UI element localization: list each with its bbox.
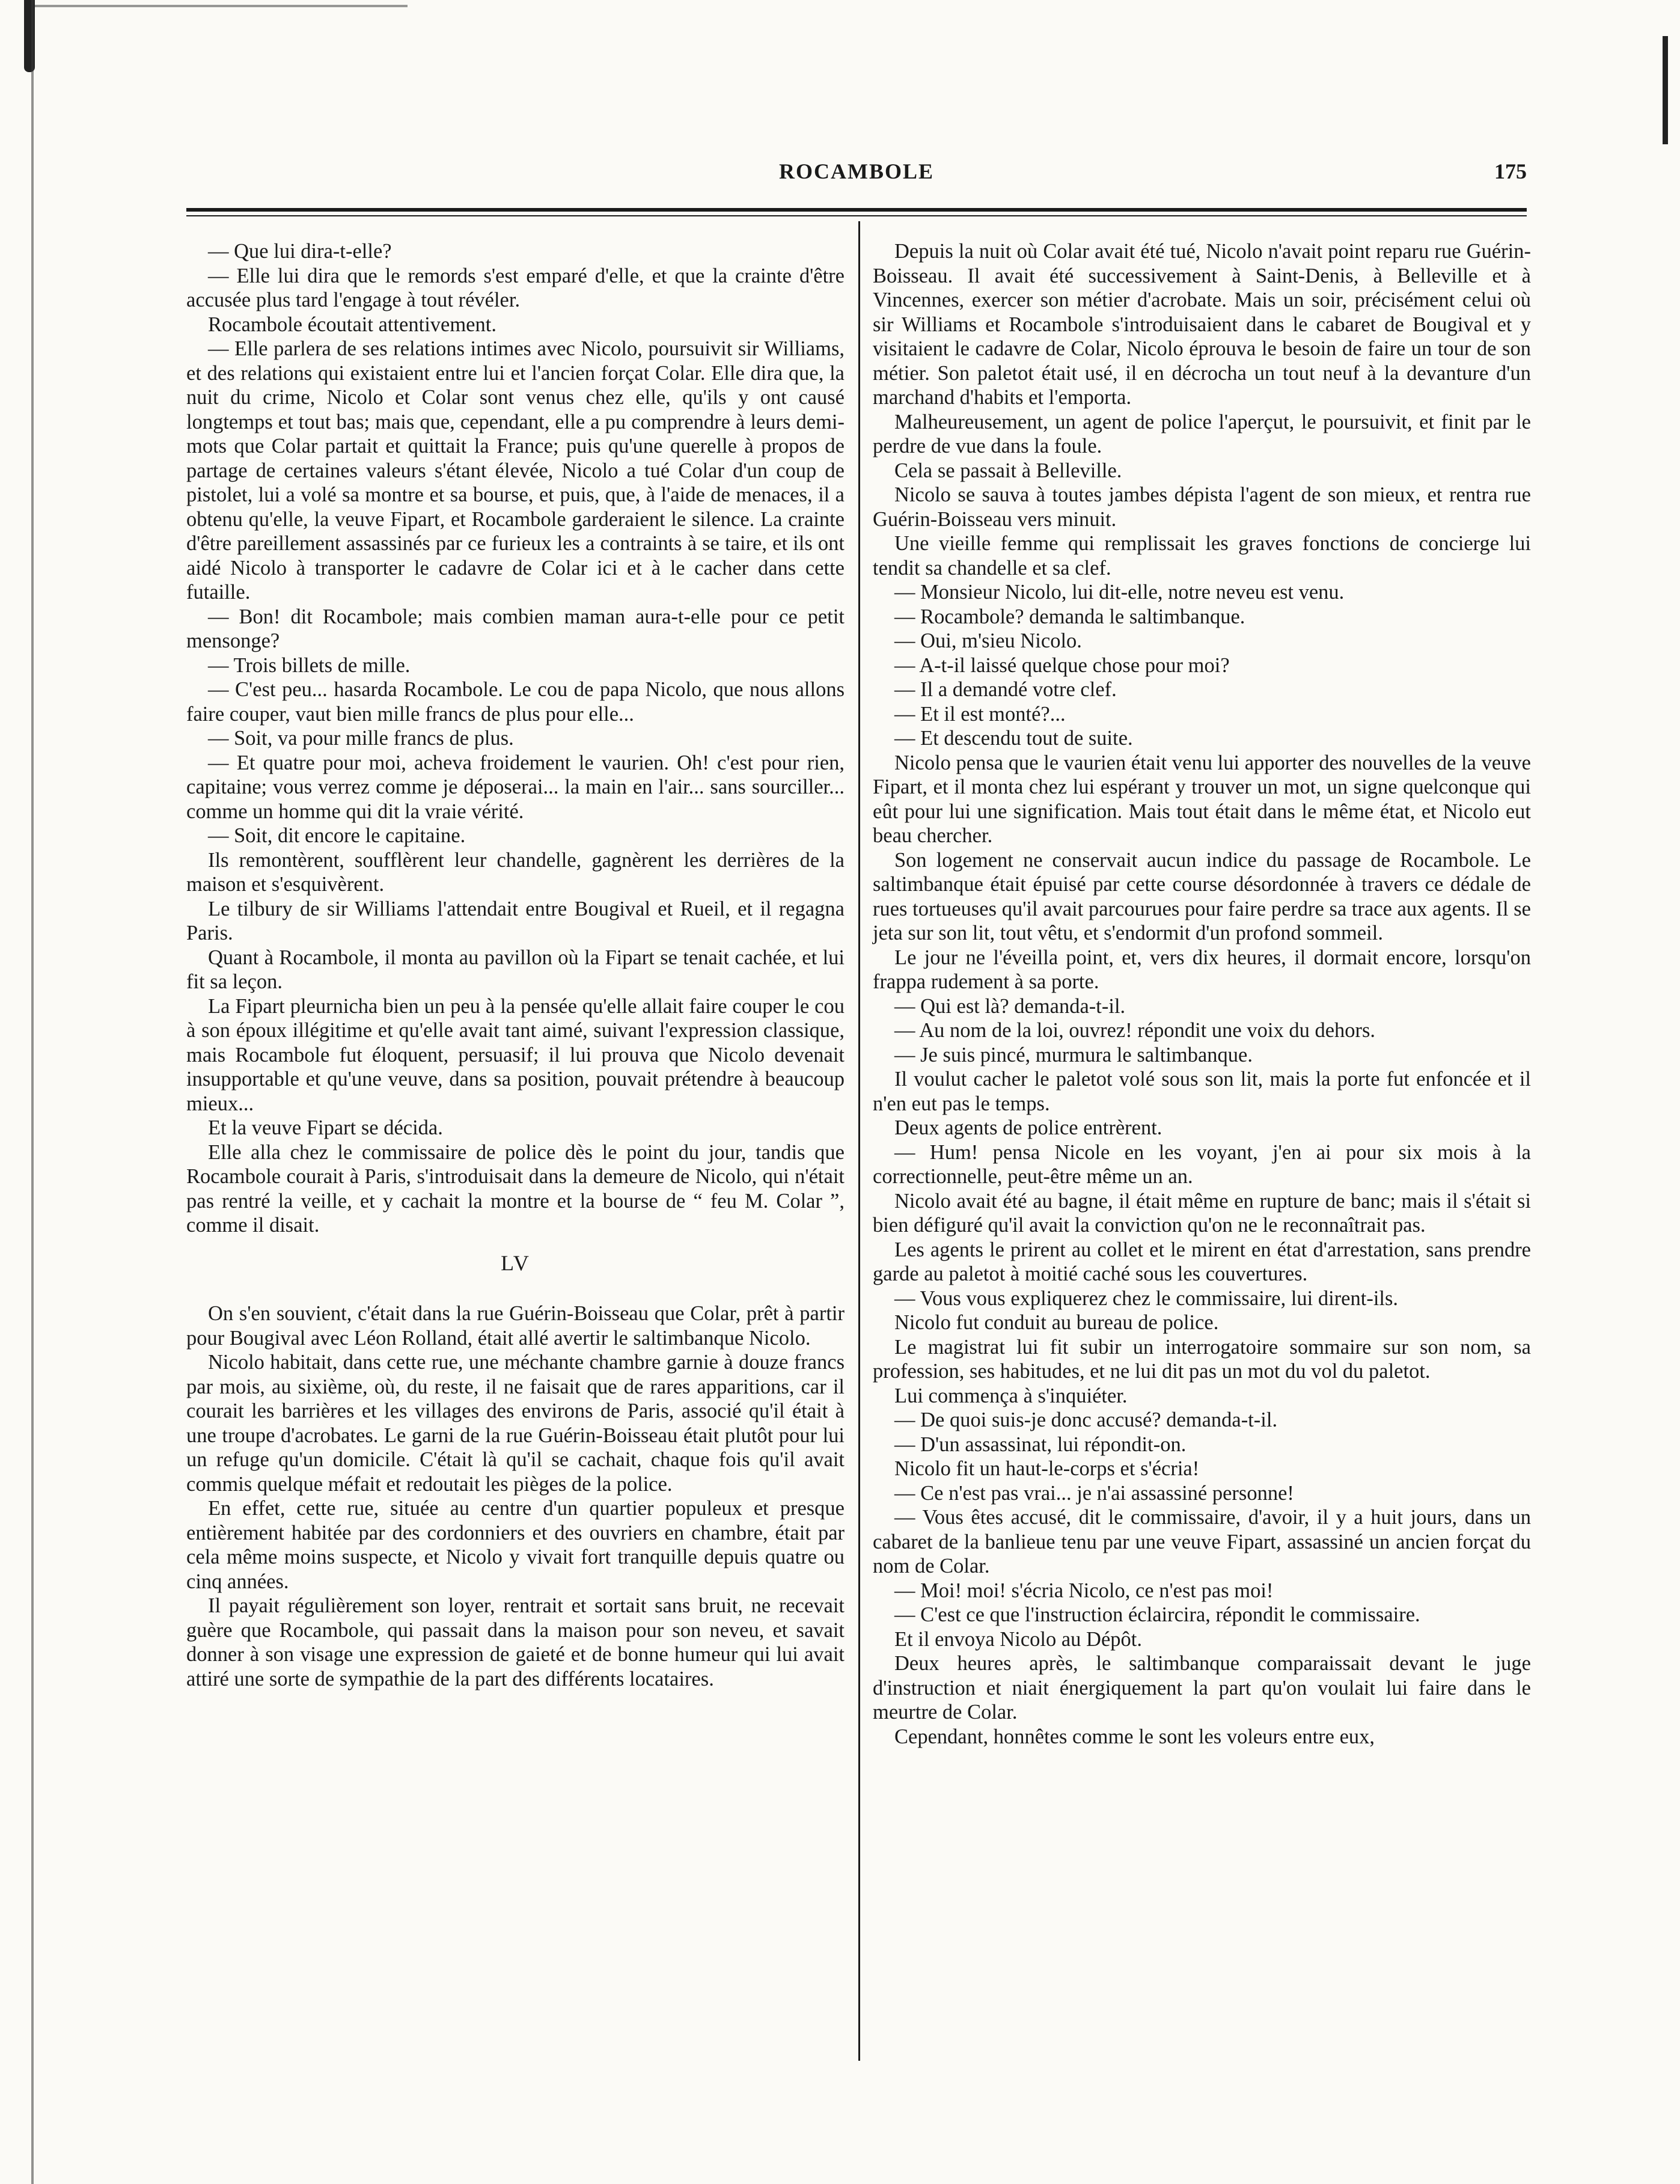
scan-top-smudge [35, 5, 408, 7]
paragraph: Malheureusement, un agent de police l'aperçut, le poursuivit, et finit par le perdre de vue dans la foule. [873, 410, 1531, 457]
paragraph: Ils remontèrent, soufflèrent leur chandelle, gagnèrent les derrières de la maison et s'esquivèrent. [186, 848, 845, 896]
paragraph: — Soit, dit encore le capitaine. [208, 824, 466, 847]
paragraph: On s'en souvient, c'était dans la rue Guérin-Boisseau que Colar, prêt à partir pour Bougival avec Léon Rolland, était allé avertir le saltimbanque Nicolo. [186, 1302, 845, 1350]
paragraph: Elle alla chez le commissaire de police dès le point du jour, tandis que Rocambole courait à Paris, s'introduisait dans la demeure de Nicolo, qui n'était pas rentré la veille, et y cachait la montre et la bourse de “ feu M. Colar ”, comme il disait. [186, 1140, 845, 1237]
paragraph: — Rocambole? demanda le saltimbanque. [894, 605, 1245, 628]
header-rule-thin [186, 215, 1527, 216]
paragraph: — Qui est là? demanda-t-il. [894, 994, 1126, 1018]
paragraph: Et il envoya Nicolo au Dépôt. [894, 1627, 1142, 1651]
paragraph: Nicolo se sauva à toutes jambes dépista l'agent de son mieux, et rentra rue Guérin-Boisseau vers minuit. [873, 483, 1531, 531]
paragraph: — A-t-il laissé quelque chose pour moi? [894, 653, 1230, 677]
paragraph: Lui commença à s'inquiéter. [894, 1384, 1128, 1407]
paragraph: — C'est peu... hasarda Rocambole. Le cou de papa Nicolo, que nous allons faire couper, vaut bien mille francs de plus pour elle... [186, 678, 845, 726]
paragraph: Deux agents de police entrèrent. [894, 1116, 1162, 1139]
paragraph: — Et il est monté?... [894, 702, 1066, 726]
paragraph: Le tilbury de sir Williams l'attendait entre Bougival et Rueil, et il regagna Paris. [186, 897, 845, 944]
paragraph: Il voulut cacher le paletot volé sous son lit, mais la porte fut enfoncée et il n'en eut pas le temps. [873, 1068, 1531, 1115]
paragraph: — Il a demandé votre clef. [894, 678, 1117, 701]
paragraph: Nicolo habitait, dans cette rue, une méchante chambre garnie à douze francs par mois, au sixième, où, du reste, il ne faisait que de rares apparitions, car il courait les barrières et les villages des environs de Paris, associé qu'il était à une troupe d'acrobates. Le garni de la rue Guérin-Boisseau était plutôt pour lui un refuge qu'un domicile. C'était là qu'il se cachait, chaque fois qu'il avait commis quelque méfait et redoutait les pièges de la police. [186, 1351, 845, 1496]
paragraph: — Monsieur Nicolo, lui dit-elle, notre neveu est venu. [894, 581, 1345, 604]
paragraph: — Au nom de la loi, ouvrez! répondit une voix du dehors. [894, 1019, 1376, 1042]
paragraph: Depuis la nuit où Colar avait été tué, Nicolo n'avait point reparu rue Guérin-Boisseau. Il avait été successivement à Saint-Denis, à Belleville et à Vincennes, exercer son métier d'acrobate. Mais un soir, précisément celui où sir Williams et Rocambole s'introduisaient dans le cabaret de Bougival et y visitaient le cadavre de Colar, Nicolo éprouva le besoin de faire un tour de son métier. Son paletot était usé, il en décrocha un tout neuf à la devanture d'un marchand d'habits et l'emporta. [873, 240, 1531, 409]
paragraph: Son logement ne conservait aucun indice du passage de Rocambole. Le saltimbanque était épuisé par cette course désordonnée à travers ce dédale de rues tortueuses qu'il avait parcourues pour faire perdre sa trace aux agents. Il se jeta sur son lit, tout vêtu, et s'endormit d'un profond sommeil. [873, 848, 1531, 944]
paragraph: — Soit, va pour mille francs de plus. [208, 727, 514, 750]
paragraph: — C'est ce que l'instruction éclaircira, répondit le commissaire. [894, 1603, 1420, 1626]
scan-binding-line [31, 0, 34, 2184]
paragraph: — Vous êtes accusé, dit le commissaire, d'avoir, il y a huit jours, dans un cabaret de la banlieue tenu par une veuve Fipart, assassiné un ancien forçat du nom de Colar. [873, 1506, 1531, 1577]
paragraph: — Hum! pensa Nicole en les voyant, j'en ai pour six mois à la correctionnelle, peut-être même un an. [873, 1140, 1531, 1188]
paragraph: — Et descendu tout de suite. [894, 727, 1133, 750]
scan-right-mark [1663, 36, 1668, 144]
paragraph: — Vous vous expliquerez chez le commissaire, lui dirent-ils. [894, 1286, 1399, 1310]
paragraph: — Je suis pincé, murmura le saltimbanque. [894, 1043, 1253, 1066]
header-rule-thick [186, 208, 1527, 212]
paragraph: Le magistrat lui fit subir un interrogatoire sommaire sur son nom, sa profession, ses habitudes, et ne lui dit pas un mot du vol du paletot. [873, 1335, 1531, 1383]
paragraph: Une vieille femme qui remplissait les graves fonctions de concierge lui tendit sa chandelle et sa clef. [873, 532, 1531, 580]
paragraph: — Elle parlera de ses relations intimes avec Nicolo, poursuivit sir Williams, et des relations qui existaient entre lui et l'ancien forçat Colar. Elle dira que, la nuit du crime, Nicolo et Colar sont venus chez elle, qu'ils y ont causé longtemps et tout bas; mais que, cependant, elle a pu comprendre à leurs demi-mots que Colar partait et quittait la France; puis qu'une querelle à propos de partage de certaines valeurs s'étant élevée, Nicolo a tué Colar d'un coup de pistolet, lui a volé sa montre et sa bourse, et puis, que, à l'aide de menaces, il a obtenu qu'elle, la veuve Fipart, et Rocambole garderaient le silence. La crainte d'être pareillement assassinés par ce furieux les a contraints à se taire, et ils ont aidé Nicolo à transporter le cadavre de Colar ici et à le cacher dans cette futaille. [186, 337, 845, 604]
paragraph: Il payait régulièrement son loyer, rentrait et sortait sans bruit, ne recevait guère que Rocambole, qui passait dans la maison pour son neveu, et savait donner à son visage une expression de gaieté et de bonne humeur qui lui avait attiré une sorte de sympathie de la part des différents locataires. [186, 1594, 845, 1690]
running-title: ROCAMBOLE [778, 159, 934, 183]
paragraph: La Fipart pleurnicha bien un peu à la pensée qu'elle allait faire couper le cou à son époux illégitime et qu'elle avait tant aimé, suivant l'expression classique, mais Rocambole fut éloquent, persuasif; il lui prouva que Nicolo devenait insupportable et qu'une veuve, dans sa position, pouvait prétendre à beaucoup mieux... [186, 994, 845, 1115]
paragraph: Et la veuve Fipart se décida. [208, 1116, 443, 1139]
paragraph: — D'un assassinat, lui répondit-on. [894, 1433, 1187, 1456]
paragraph: Cela se passait à Belleville. [894, 459, 1122, 482]
paragraph: Deux heures après, le saltimbanque comparaissait devant le juge d'instruction et niait énergiquement la part qu'on voulait lui faire dans le meurtre de Colar. [873, 1652, 1531, 1724]
paragraph: — Elle lui dira que le remords s'est emparé d'elle, et que la crainte d'être accusée plus tard l'engage à tout révéler. [186, 264, 845, 311]
paragraph: — Que lui dira-t-elle? [208, 240, 392, 263]
page-number: 175 [1494, 159, 1527, 183]
paragraph: Nicolo avait été au bagne, il était même en rupture de banc; mais il s'était si bien défiguré qu'il avait la conviction qu'on ne le reconnaîtrait pas. [873, 1189, 1531, 1237]
paragraph: Quant à Rocambole, il monta au pavillon où la Fipart se tenait cachée, et lui fit sa leçon. [186, 946, 845, 993]
paragraph: Les agents le prirent au collet et le mirent en état d'arrestation, sans prendre garde au paletot à moitié caché sous les couvertures. [873, 1238, 1531, 1285]
paragraph: — De quoi suis-je donc accusé? demanda-t-il. [894, 1409, 1278, 1431]
paragraph: — Oui, m'sieu Nicolo. [894, 629, 1082, 652]
chapter-heading: LV [501, 1250, 530, 1275]
paragraph: Nicolo fit un haut-le-corps et s'écria! [894, 1457, 1200, 1480]
paragraph: Nicolo fut conduit au bureau de police. [894, 1311, 1219, 1334]
paragraph: Nicolo pensa que le vaurien était venu lui apporter des nouvelles de la veuve Fipart, et il monta chez lui espérant y trouver un mot, un signe quelconque qui eût pour lui une signification. Mais tout était dans le même état, et Nicolo eut beau chercher. [873, 751, 1531, 847]
right-column [873, 239, 1531, 1749]
page-header [186, 155, 1527, 191]
paragraph: — Trois billets de mille. [208, 653, 411, 677]
paragraph: — Moi! moi! s'écria Nicolo, ce n'est pas moi! [894, 1579, 1274, 1602]
left-column [186, 239, 845, 1691]
paragraph: — Bon! dit Rocambole; mais combien maman aura-t-elle pour ce petit mensonge? [186, 605, 845, 652]
paragraph: En effet, cette rue, située au centre d'un quartier populeux et presque entièrement habitée par des cordonniers et des ouvriers en chambre, était par cela même moins suspecte, et Nicolo y vivait fort tranquille depuis quatre ou cinq années. [186, 1497, 845, 1593]
paragraph: — Ce n'est pas vrai... je n'ai assassiné personne! [894, 1481, 1294, 1505]
paragraph: Rocambole écoutait attentivement. [208, 313, 496, 336]
paragraph: Le jour ne l'éveilla point, et, vers dix heures, il dormait encore, lorsqu'on frappa rudement à sa porte. [873, 946, 1531, 993]
paragraph: — Et quatre pour moi, acheva froidement le vaurien. Oh! c'est pour rien, capitaine; vous verrez comme je déposerai... la main en l'air... sans sourciller... comme un homme qui dit la vraie vérité. [186, 751, 845, 823]
column-divider [858, 221, 860, 2061]
paragraph: Cependant, honnêtes comme le sont les voleurs entre eux, [894, 1725, 1375, 1748]
